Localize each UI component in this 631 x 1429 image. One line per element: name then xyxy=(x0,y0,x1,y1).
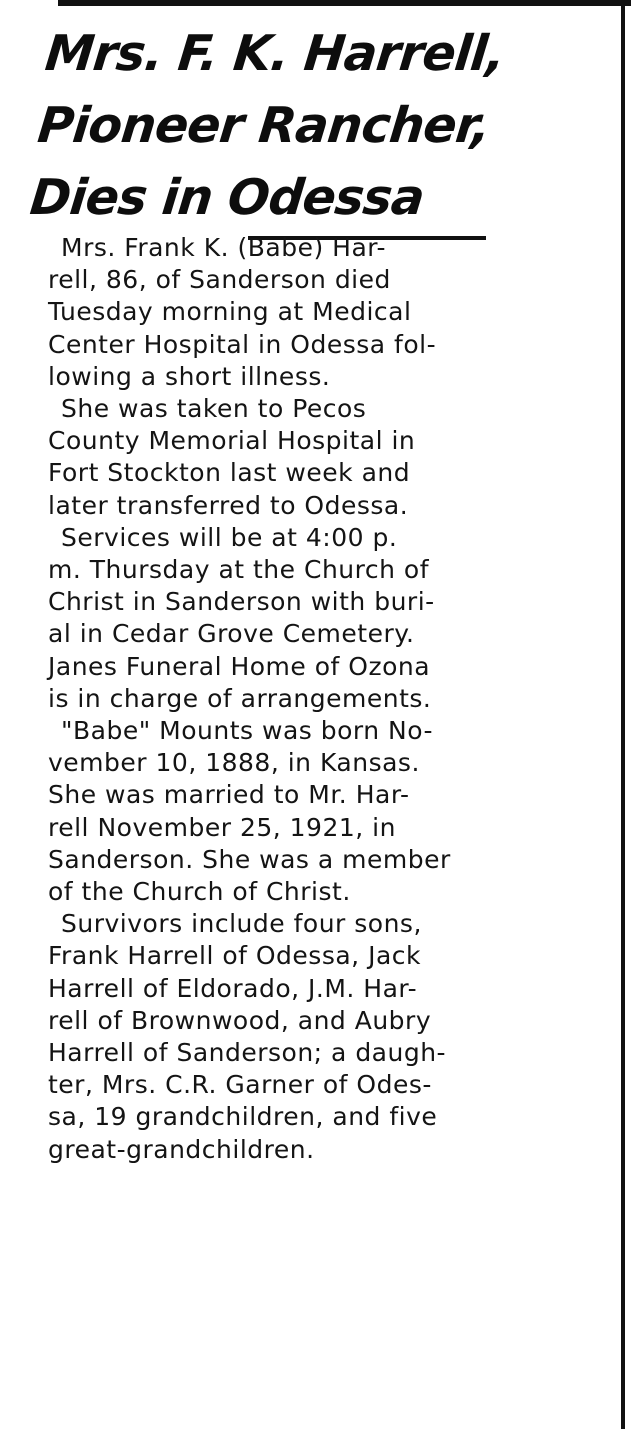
paragraph-2 xyxy=(48,393,616,522)
headline-line-2: Pioneer Rancher, xyxy=(35,97,493,154)
text-line: Christ in Sanderson with buri- xyxy=(48,587,435,617)
headline-line-1: Mrs. F. K. Harrell, xyxy=(42,25,508,82)
paragraph-4 xyxy=(48,715,616,908)
text-line: Survivors include four sons, xyxy=(61,909,422,939)
text-line: is in charge of arrangements. xyxy=(48,683,432,713)
text-line: County Memorial Hospital in xyxy=(48,426,416,456)
article-body xyxy=(48,232,616,1166)
text-line: Fort Stockton last week and xyxy=(48,458,411,488)
paragraph-5 xyxy=(48,908,616,1166)
top-border-rule xyxy=(58,0,631,6)
text-line: Tuesday morning at Medical xyxy=(48,297,412,327)
text-line: vember 10, 1888, in Kansas. xyxy=(48,748,420,778)
text-line: "Babe" Mounts was born No- xyxy=(61,716,434,746)
text-line: She was married to Mr. Har- xyxy=(48,780,410,810)
paragraph-1 xyxy=(48,232,616,393)
text-line: lowing a short illness. xyxy=(48,361,331,391)
text-line: Frank Harrell of Odessa, Jack xyxy=(48,941,421,971)
text-line: rell, 86, of Sanderson died xyxy=(48,265,391,295)
text-line: rell November 25, 1921, in xyxy=(48,812,396,842)
headline xyxy=(27,18,625,234)
text-line: Services will be at 4:00 p. xyxy=(61,522,398,552)
text-line: Harrell of Eldorado, J.M. Har- xyxy=(48,973,418,1003)
text-line: She was taken to Pecos xyxy=(61,394,367,424)
text-line: rell of Brownwood, and Aubry xyxy=(48,1005,432,1035)
paragraph-3 xyxy=(48,522,616,715)
text-line: later transferred to Odessa. xyxy=(48,490,409,520)
text-line: ter, Mrs. C.R. Garner of Odes- xyxy=(48,1070,432,1100)
text-line: m. Thursday at the Church of xyxy=(48,555,429,585)
text-line: great-grandchildren. xyxy=(48,1134,315,1164)
headline-line-3: Dies in Odessa xyxy=(27,169,427,226)
text-line: sa, 19 grandchildren, and five xyxy=(48,1102,438,1132)
text-line: Sanderson. She was a member xyxy=(48,844,451,874)
text-line: al in Cedar Grove Cemetery. xyxy=(48,619,415,649)
text-line: of the Church of Christ. xyxy=(48,877,351,907)
text-line: Janes Funeral Home of Ozona xyxy=(48,651,431,681)
text-line: Center Hospital in Odessa fol- xyxy=(48,329,437,359)
right-border-rule xyxy=(621,0,625,1429)
text-line: Harrell of Sanderson; a daugh- xyxy=(48,1038,447,1068)
text-line: Mrs. Frank K. (Babe) Har- xyxy=(61,233,386,262)
